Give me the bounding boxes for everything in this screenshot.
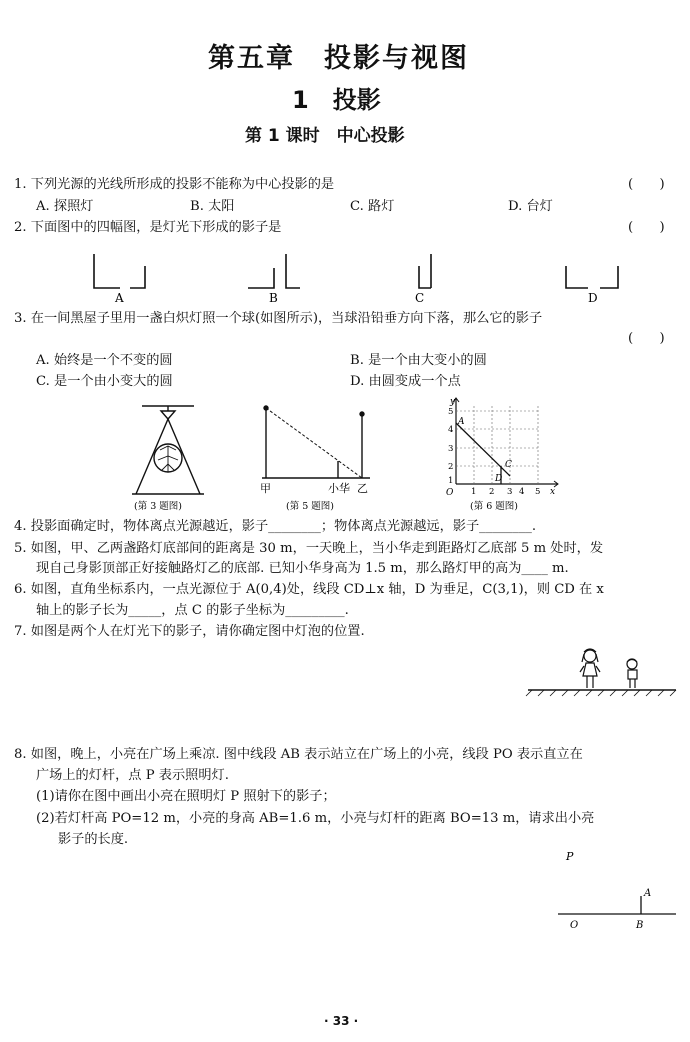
q2-d-person-shadow xyxy=(600,266,618,288)
fig8-lamp-post xyxy=(552,848,682,934)
fig6-ytick: 2 xyxy=(448,462,454,472)
fig6-label-a: A xyxy=(458,417,465,427)
q5-line2: 现自己身影顶部正好接触路灯乙的底部. 已知小华身高为 1.5 m，那么路灯甲的高为____ m. xyxy=(36,561,569,576)
fig8-label-p: P xyxy=(566,850,574,863)
fig6-coordinate-plane xyxy=(440,396,562,512)
fig6-caption: (第 6 题图) xyxy=(470,501,518,512)
fig7-girl xyxy=(580,649,600,688)
q3-bracket: ( ) xyxy=(628,331,665,346)
fig6-label-d: D xyxy=(495,474,503,484)
fig5-streetlights xyxy=(252,400,382,512)
fig8-label-b: B xyxy=(636,920,644,931)
q6-line2: 轴上的影子长为_____，点 C 的影子坐标为_________. xyxy=(36,603,349,618)
q2-label-b: B xyxy=(269,291,278,305)
fig5-label-xiaohua: 小华 xyxy=(328,482,350,495)
fig6-label-c: C xyxy=(505,460,512,470)
q5-line1: 5. 如图，甲、乙两盏路灯底部间的距离是 30 m，一天晚上，当小华走到距路灯乙底部 5 m 处时，发 xyxy=(14,541,604,556)
q8-part2-line1: (2)若灯杆高 PO=12 m，小亮的身高 AB=1.6 m，小亮与灯杆的距离 BO=13 m，请求出小亮 xyxy=(36,811,595,826)
q4-text: 4. 投影面确定时，物体离点光源越近，影子________；物体离点光源越远，影子________. xyxy=(14,519,537,534)
q3-option-d: D. 由圆变成一个点 xyxy=(350,374,461,389)
fig6-label-o: O xyxy=(446,488,454,498)
fig3-lamp-ball xyxy=(128,400,210,512)
q8-line1: 8. 如图，晚上，小亮在广场上乘凉. 图中线段 AB 表示站立在广场上的小亮，线段 PO 表示直立在 xyxy=(14,747,583,762)
fig6-ytick: 4 xyxy=(448,425,454,435)
q1-option-a: A. 探照灯 xyxy=(36,199,94,214)
q2-b-pole-shadow xyxy=(248,268,274,288)
fig8-label-a: A xyxy=(644,888,652,899)
q8-line2: 广场上的灯杆，点 P 表示照明灯. xyxy=(36,768,229,783)
q1-option-d: D. 台灯 xyxy=(508,199,553,214)
q8-part2-line2: 影子的长度. xyxy=(58,832,129,847)
q6-line1: 6. 如图，直角坐标系内，一点光源位于 A(0,4)处，线段 CD⊥x 轴，D 为垂足，C(3,1)，则 CD 在 x xyxy=(14,582,604,597)
q7-text: 7. 如图是两个人在灯光下的影子，请你确定图中灯泡的位置. xyxy=(14,624,365,639)
q2-label-a: A xyxy=(115,291,124,305)
fig5-lamp-yi xyxy=(360,412,364,416)
q2-label-c: C xyxy=(415,291,425,305)
fig3-ray-left xyxy=(136,419,168,494)
fig5-light-ray xyxy=(266,408,362,478)
fig6-label-y: y xyxy=(450,397,456,407)
fig6-ytick: 3 xyxy=(448,444,454,454)
q2-c-pole-shadow xyxy=(419,266,431,288)
q1-stem: 1. 下列光源的光线所形成的投影不能称为中心投影的是 xyxy=(14,177,335,192)
fig6-xtick: 4 xyxy=(519,487,525,497)
fig6-xtick: 3 xyxy=(507,487,513,497)
fig8-label-o: O xyxy=(570,920,579,931)
fig6-ray-ac xyxy=(456,423,510,476)
q1-bracket: ( ) xyxy=(628,177,665,192)
q2-a-person-shadow xyxy=(130,266,145,288)
lesson-title: 第 1 课时 中心投影 xyxy=(245,126,405,146)
page-number: · 33 · xyxy=(324,1014,359,1028)
q2-bracket: ( ) xyxy=(628,220,665,235)
fig3-lamp xyxy=(161,411,175,419)
fig5-label-jia: 甲 xyxy=(260,482,271,495)
fig6-label-x: x xyxy=(550,487,556,497)
fig3-caption: (第 3 题图) xyxy=(134,501,182,512)
fig6-ytick: 5 xyxy=(448,407,454,417)
q2-label-d: D xyxy=(588,291,598,305)
q1-option-c: C. 路灯 xyxy=(350,199,395,214)
q2-stem: 2. 下面图中的四幅图，是灯光下形成的影子是 xyxy=(14,220,282,235)
fig5-label-yi: 乙 xyxy=(357,482,368,495)
q3-option-b: B. 是一个由大变小的圆 xyxy=(350,353,487,368)
section-title: 1 投影 xyxy=(292,86,381,114)
fig7-boy xyxy=(627,659,637,688)
q2-b-person-shadow xyxy=(286,254,300,288)
q3-option-a: A. 始终是一个不变的圆 xyxy=(36,353,173,368)
fig6-xtick: 5 xyxy=(535,487,541,497)
fig6-xtick: 2 xyxy=(489,487,495,497)
fig7-two-people xyxy=(524,644,680,702)
fig3-ray-right xyxy=(168,419,200,494)
fig6-ytick: 1 xyxy=(448,476,454,486)
fig6-xtick: 1 xyxy=(471,487,477,497)
fig5-caption: (第 5 题图) xyxy=(286,501,334,512)
q8-part1: (1)请你在图中画出小亮在照明灯 P 照射下的影子； xyxy=(36,789,336,804)
q1-option-b: B. 太阳 xyxy=(190,199,235,214)
q2-a-pole-shadow xyxy=(94,254,120,288)
chapter-title: 第五章 投影与视图 xyxy=(208,43,469,74)
q2-shadow-figures xyxy=(0,240,690,306)
q2-d-pole-shadow xyxy=(566,266,588,288)
q3-stem: 3. 在一间黑屋子里用一盏白炽灯照一个球(如图所示)，当球沿铅垂方向下落，那么它的影子 xyxy=(14,311,543,326)
q3-option-c: C. 是一个由小变大的圆 xyxy=(36,374,173,389)
